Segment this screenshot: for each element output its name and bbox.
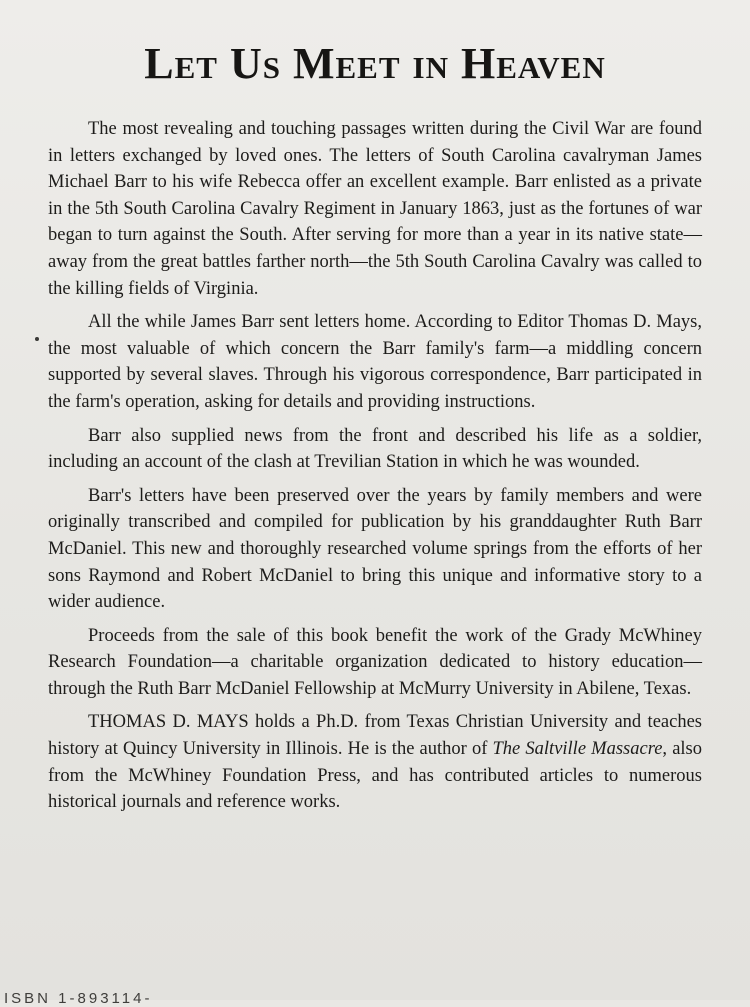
- book-title: Let Us Meet in Heaven: [144, 39, 606, 88]
- author-bio-start: THOMAS D. MAYS holds a Ph.D. from Texas Christian University and teaches history at Quincy University in Illinois. He is the author of: [48, 712, 702, 760]
- paragraph-front-news: Barr also supplied news from the front and described his life as a soldier, including an account of the clash at Trevilian Station in which he was wounded.: [48, 425, 702, 473]
- paragraph-intro: The most revealing and touching passages written during the Civil War are found in letters exchanged by loved ones. The letters of South Carolina cavalryman James Michael Barr to his wife Rebecca offer an excellent example. Barr enlisted as a private in the 5th South Carolina Cavalry Regiment in January 1863, just as the fortunes of war began to turn against the South. After serving for more than a year in its native state—away from the great battles farther north—the 5th South Carolina Cavalry was called to the killing fields of Virginia.: [48, 119, 702, 299]
- author-bio-end: , also from the McWhiney Foundation Press, and has contributed articles to numerous historical journals and reference works.: [48, 739, 702, 813]
- paragraph-letters-home: All the while James Barr sent letters home. According to Editor Thomas D. Mays, the most valuable of which concern the Barr family's farm—a middling concern supported by several slaves. Through his vigorous correspondence, Barr participated in the farm's operation, asking for details and providing instructions.: [48, 312, 702, 412]
- margin-mark: [35, 337, 39, 341]
- paragraph-about-author: [48, 709, 702, 815]
- paragraph-proceeds: Proceeds from the sale of this book benefit the work of the Grady McWhiney Research Foundation—a charitable organization dedicated to history education—through the Ruth Barr McDaniel Fellowship at McMurry University in Abilene, Texas.: [48, 625, 702, 699]
- author-book-title: The Saltville Massacre: [492, 739, 663, 760]
- isbn-fragment: ISBN 1-893114-: [4, 990, 153, 1007]
- paragraph-preservation: Barr's letters have been preserved over the years by family members and were originally transcribed and compiled for publication by his granddaughter Ruth Barr McDaniel. This new and thoroughly researched volume springs from the efforts of her sons Raymond and Robert McDaniel to bring this unique and informative story to a wider audience.: [48, 485, 702, 613]
- blurb-body: [48, 116, 702, 823]
